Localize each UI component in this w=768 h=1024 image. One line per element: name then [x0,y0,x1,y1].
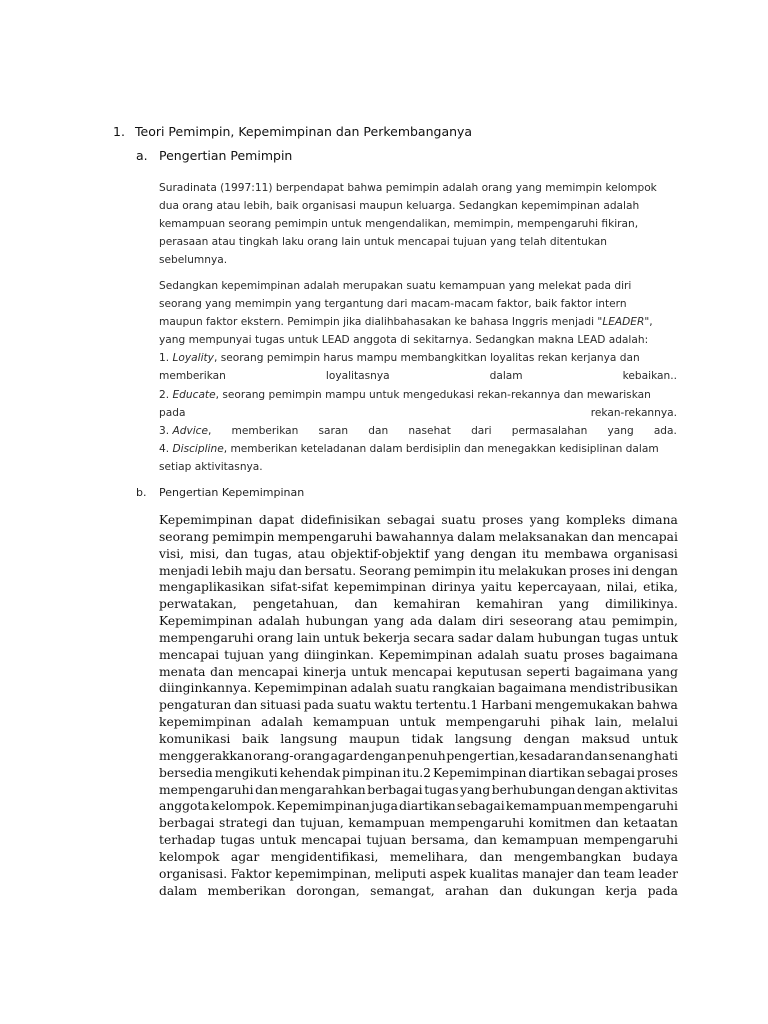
paragraph-line: bersedia mengikuti kehendak pimpinan itu.2 Kepemimpinan diartikan sebagai proses [159,765,678,780]
subheading-text: Pengertian Pemimpin [159,148,293,163]
paragraph-line: pengaturan dan situasi pada suatu waktu tertentu.1 Harbani mengemukakan bahwa [159,698,678,713]
paragraph-line: dalam memberikan dorongan, semangat, arahan dan dukungan kerja pada [159,883,678,898]
paragraph-line: seorang pemimpin mempengaruhi bawahannya dalam melaksanakan dan mencapai [159,529,678,544]
lead-item-advice: 3. Advice, memberikan saran dan nasehat dari permasalahan yang ada. [159,424,677,437]
paragraph-line: Kepemimpinan dapat didefinisikan sebagai suatu proses yang kompleks dimana [159,513,678,527]
lead-item-discipline: 4. Discipline, memberikan keteladanan dalam berdisiplin dan menegakkan kedisiplinan dalam [159,442,659,455]
lead-item-loyality-cont: memberikan loyalitasnya dalam kebaikan.. [159,370,677,383]
paragraph-line: Suradinata (1997:11) berpendapat bahwa pemimpin adalah orang yang memimpin kelompok [159,182,657,194]
heading-text: Teori Pemimpin, Kepemimpinan dan Perkembanganya [135,124,473,139]
paragraph-line: maupun faktor ekstern. Pemimpin jika dialihbahasakan ke bahasa Inggris menjadi "LEADER", [159,316,653,329]
paragraph-line: kemampuan seorang pemimpin untuk mengendalikan, memimpin, mempengaruhi fikiran, [159,218,639,231]
paragraph-line: organisasi. Faktor kepemimpinan, meliputi aspek kualitas manajer dan team leader [159,866,678,881]
paragraph-line: mengaplikasikan sifat-sifat kepemimpinan dirinya yaitu kepercayaan, nilai, etika, [159,580,678,595]
subheading-letter: a. [136,148,148,163]
subheading-letter: b. [136,486,147,499]
section-heading-1 [113,124,673,139]
paragraph-line: Sedangkan kepemimpinan adalah merupakan suatu kemampuan yang melekat pada diri [159,280,632,292]
paragraph-line: menggerakkan orang-orang agar dengan penuh pengertian, kesadaran dan senang hati [159,748,678,763]
lead-item-educate-cont: pada rekan-rekannya. [159,406,677,419]
subsection-heading-b [136,486,676,499]
paragraph-line: berbagai strategi dan tujuan, kemampuan mempengaruhi komitmen dan ketaatan [159,816,678,831]
paragraph-line: mempengaruhi dan mengarahkan berbagai tugas yang berhubungan dengan aktivitas [159,782,678,797]
paragraph-line: terhadap tugas untuk mencapai tujuan bersama, dan kemampuan mempengaruhi [159,833,678,848]
paragraph-line: yang mempunyai tugas untuk LEAD anggota di sekitarnya. Sedangkan makna LEAD adalah: [159,334,649,347]
paragraph-line: komunikasi baik langsung maupun tidak langsung dengan maksud untuk [159,731,678,746]
paragraph-line: perwatakan, pengetahuan, dan kemahiran kemahiran yang dimilikinya. [159,597,678,612]
paragraph-suradinata [159,179,677,269]
leader-term: LEADER [602,316,645,329]
lead-item-discipline-cont: setiap aktivitasnya. [159,460,263,473]
heading-number: 1. [113,124,125,139]
paragraph-line: Kepemimpinan adalah hubungan yang ada dalam diri seseorang atau pemimpin, [159,614,678,629]
paragraph-line: seorang yang memimpin yang tergantung dari macam-macam faktor, baik faktor intern [159,298,627,311]
paragraph-line: menata dan mencapai kinerja untuk mencapai keputusan seperti bagaimana yang [159,664,678,679]
paragraph-line: mempengaruhi orang lain untuk bekerja secara sadar dalam hubungan tugas untuk [159,630,678,645]
paragraph-line: kelompok agar mengidentifikasi, memelihara, dan mengembangkan budaya [159,849,678,864]
paragraph-line: perasaan atau tingkah laku orang lain untuk mencapai tujuan yang telah ditentukan [159,236,607,249]
paragraph-line: menjadi lebih maju dan bersatu. Seorang pemimpin itu melakukan proses ini dengan [159,563,678,578]
subsection-heading-a [136,148,676,163]
paragraph-line: visi, misi, dan tugas, atau objektif-objektif yang dengan itu membawa organisasi [159,546,678,561]
paragraph-kepemimpinan [159,512,678,899]
paragraph-line: dua orang atau lebih, baik organisasi maupun keluarga. Sedangkan kepemimpinan adalah [159,200,640,213]
paragraph-line: kepemimpinan adalah kemampuan untuk mempengaruhi pihak lain, melalui [159,715,678,730]
paragraph-line: diinginkannya. Kepemimpinan adalah suatu rangkaian bagaimana mendistribusikan [159,681,678,696]
paragraph-line: sebelumnya. [159,254,228,267]
paragraph-line: mencapai tujuan yang diinginkan. Kepemimpinan adalah suatu proses bagaimana [159,647,678,662]
lead-item-educate: 2. Educate, seorang pemimpin mampu untuk mengedukasi rekan-rekannya dan mewariskan [159,388,651,401]
lead-item-loyality: 1. Loyality, seorang pemimpin harus mampu membangkitkan loyalitas rekan kerjanya dan [159,352,640,365]
subheading-text: Pengertian Kepemimpinan [159,486,305,499]
paragraph-lead [159,277,677,476]
paragraph-line: anggota kelompok. Kepemimpinan juga diartikan sebagai kemampuan mempengaruhi [159,799,678,814]
